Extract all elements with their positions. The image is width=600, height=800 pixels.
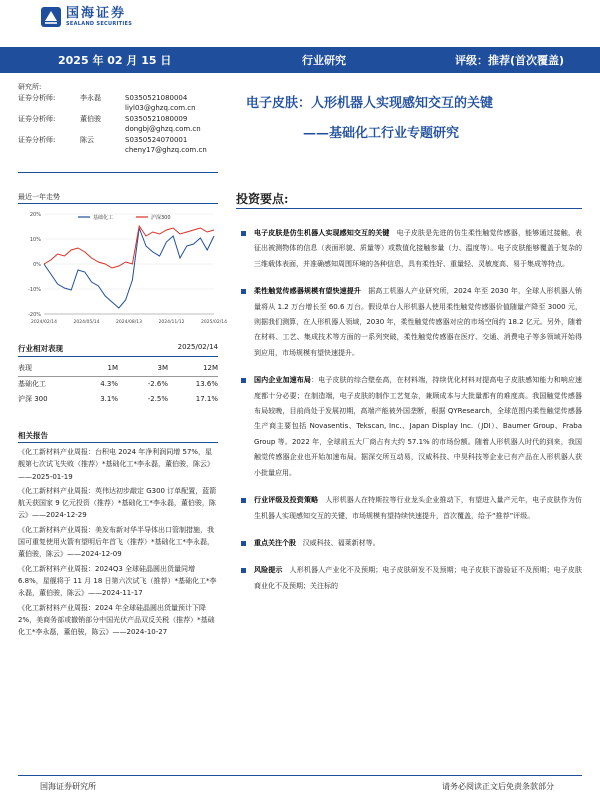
table-cell: 13.6% xyxy=(195,379,218,388)
table-header-cell: 表现 xyxy=(18,361,88,376)
x-tick-label: 2024/08/13 xyxy=(116,320,142,325)
performance-table xyxy=(18,361,218,406)
related-item[interactable]: 《化工新材料产业周报：美发布新对华半导体出口管制措施，我国可重复使用火箭有望明后年首飞（推荐）*基础化工*李永磊，董伯骏，陈云》——2024-12-09 xyxy=(18,525,214,559)
analyst-code: S0350521080009 xyxy=(125,114,188,123)
key-point xyxy=(236,493,582,524)
bullet-icon xyxy=(241,498,246,503)
y-tick-label: -10% xyxy=(28,287,41,293)
analyst-code: S0350524070001 xyxy=(125,135,188,144)
divider xyxy=(18,775,582,776)
key-points xyxy=(236,226,582,606)
table-header-cell: 12M xyxy=(168,361,218,376)
related-item[interactable]: 《化工新材料产业周报：台积电 2024 年净利润同增 57%，星舰第七次试飞失败（推荐）*基础化工*李永磊，董伯骏，陈云》——2025-01-19 xyxy=(18,448,214,481)
table-cell: 17.1% xyxy=(195,394,218,403)
table-cell: 沪深 300 xyxy=(18,394,48,403)
key-point-head: 行业评级及投资策略 xyxy=(254,496,319,505)
footer-right: 请务必阅读正文后免责条款部分 xyxy=(442,782,554,791)
trend-chart xyxy=(18,206,227,330)
analyst-name: 李永磊 xyxy=(80,93,101,102)
report-category: 行业研究 xyxy=(302,54,346,67)
report-rating: 评级：推荐(首次覆盖) xyxy=(455,54,565,67)
key-point-body: 电子皮肤是先进的仿生柔性触觉传感器，能够通过接触，表征出被测物体的信息（表面形貌、质量等）或数值化接触参量（力、温度等）。电子皮肤能够覆盖于复杂的三维载体表面，并准确感知周围环境的各种信息，具有柔性好、重量轻、灵敏度高、易于集成等特点。 xyxy=(254,229,583,268)
table-cell: -2.6% xyxy=(147,379,168,388)
analyst-name: 董伯骏 xyxy=(80,114,101,123)
related-list xyxy=(18,446,218,640)
key-point-body: 人形机器人在特斯拉等行业龙头企业推动下，有望进入量产元年，电子皮肤作为仿生机器人实现感知交互的关键，市场规模有望持续快速提升，首次覆盖，给予“推荐”评级。 xyxy=(254,496,583,520)
x-tick-label: 2024/05/14 xyxy=(73,320,100,325)
key-point-body: 据高工机器人产业研究所，2024 年至 2030 年，全球人形机器人销量将从 1.2 万台增长至 60.6 万台。假设单台人形机器人使用柔性触觉传感器价值随量产降至 3000 元，则据我们测算，在人形机器人领域，2030 年，柔性触觉传感器对应的市场空间约 18.2 亿元。另外，随着在材料、工艺、集成技术等方面的一系列突破，柔性触觉传感器在医疗、交通、消费电子等多领域开始得到应用，市场规模有望快速提升。 xyxy=(254,287,582,357)
key-point xyxy=(236,563,582,594)
company-logo xyxy=(40,6,132,28)
bullet-icon xyxy=(241,568,246,573)
y-tick-label: 0% xyxy=(33,262,41,268)
table-cell: 3.1% xyxy=(100,394,118,403)
analyst-block xyxy=(18,82,248,156)
legend-label: 基础化工 xyxy=(93,215,114,221)
bullet-icon xyxy=(241,289,246,294)
report-subtitle: ——基础化工行业专题研究 xyxy=(303,126,460,141)
series-line xyxy=(44,228,214,308)
legend-label: 沪深300 xyxy=(151,215,171,221)
key-point-head: 国内企业加速布局 xyxy=(254,376,312,385)
header-band xyxy=(0,47,600,73)
table-cell: 4.3% xyxy=(100,379,118,388)
related-title: 相关报告 xyxy=(18,431,48,440)
key-point-body: 汉威科技、福莱新材等。 xyxy=(302,538,380,547)
table-header-row xyxy=(18,361,218,376)
y-tick-label: 20% xyxy=(29,212,41,218)
analyst-name: 陈云 xyxy=(80,135,94,144)
x-tick-label: 2024/02/14 xyxy=(31,320,57,325)
report-date: 2025 年 02 月 15 日 xyxy=(58,54,172,67)
logo-icon xyxy=(40,6,62,28)
analyst-email[interactable]: liyl03@ghzq.com.cn xyxy=(125,104,196,112)
table-cell: 基础化工 xyxy=(18,379,46,388)
analyst-label: 证券分析师: xyxy=(18,93,56,102)
performance-header xyxy=(18,343,218,357)
key-point-head: 电子皮肤是仿生机器人实现感知交互的关键 xyxy=(254,229,390,237)
key-point-head: 风险提示 xyxy=(254,566,283,575)
key-points-title: 投资要点: xyxy=(236,192,289,206)
related-item[interactable]: 《化工新材料产业周报：英伟达初步敲定 G300 订单配置，蓝箭航天获国家 9 亿元投资（推荐）*基础化工*李永磊，董伯骏，陈云》——2024-12-29 xyxy=(18,486,217,520)
key-point-body: 人形机器人产业化不及预期；电子皮肤研发不及预期；电子皮肤下游验证不及预期；电子皮肤商业化不及预期；关注标的 xyxy=(254,566,583,590)
table-cell: -2.5% xyxy=(147,394,168,403)
bullet-icon xyxy=(241,378,246,383)
key-point xyxy=(236,284,582,361)
table-row xyxy=(18,391,218,406)
analyst-header: 研究所: xyxy=(18,83,42,91)
key-point-head: 柔性触觉传感器规模有望快速提升 xyxy=(254,287,362,296)
key-point-head: 重点关注个股 xyxy=(254,538,296,547)
logo-name-cn: 国海证券 xyxy=(66,5,127,21)
footer-left: 国海证券研究所 xyxy=(40,782,96,791)
table-row xyxy=(18,376,218,391)
key-point xyxy=(236,536,582,551)
report-title: 电子皮肤：人形机器人实现感知交互的关键 xyxy=(246,96,494,111)
analyst-label: 证券分析师: xyxy=(18,114,56,123)
divider xyxy=(18,442,218,443)
performance-title: 行业相对表现 xyxy=(18,344,63,353)
related-item[interactable]: 《化工新材料产业周报：2024Q3 全球硅晶圆出货量同增 6.8%，星舰将于 11 月 18 日第六次试飞（推荐）*基础化工*李永磊，董伯骏，陈云》——2024-11-17 xyxy=(18,564,217,598)
y-tick-label: -20% xyxy=(28,312,41,318)
key-point xyxy=(236,226,582,272)
series-line xyxy=(44,226,214,268)
table-header-cell: 1M xyxy=(88,361,118,376)
x-tick-label: 2024/11/12 xyxy=(158,320,185,325)
x-tick-label: 2025/02/14 xyxy=(201,320,227,325)
divider xyxy=(18,203,218,204)
performance-date: 2025/02/14 xyxy=(177,343,218,351)
key-point: 国内企业加速布局：电子皮肤的综合壁垒高，在材料端，持续优化材料对提高电子皮肤感知能力和响应速度都十分必要；在制造端，电子皮肤的制作工艺复杂，兼顾成本与大批量都有的难度高。我国触觉传感器布局较晚，目前尚处于发展初期，高端产能被外国垄断，根据 QYResearch，全球范围内柔性触觉传感器生产商主要包括 Novasentis、Tekscan, Inc.、Japan Display Inc.（JDI）、Baumer Group、Fraba Group 等。2022 年，全球前五大厂商占有大约 57.1% 的市场份额。随着人形机器人时代的到来，我国触觉传感器企业也开始加速布局。据深交所互动易，汉威科技、中昊科技等企业已有产品在人形机器人获小批量应用。 xyxy=(236,373,582,481)
divider xyxy=(236,208,582,209)
related-item[interactable]: 《化工新材料产业周报：2024 年全球硅晶圆出货量预计下降 2%，美商务部或撤销部分中国光伏产品双反关税（推荐）*基础化工*李永磊，董伯骏，陈云》——2024-10-27 xyxy=(18,603,215,637)
bullet-icon xyxy=(241,541,246,546)
logo-name-en: SEALAND SECURITIES xyxy=(66,20,133,27)
key-point-body: 电子皮肤的综合壁垒高，在材料端，持续优化材料对提高电子皮肤感知能力和响应速度都十分必要；在制造端，电子皮肤的制作工艺复杂，兼顾成本与大批量都有的难度高。我国触觉传感器布局较晚，目前尚处于发展初期，高端产能被外国垄断，根据 QYResearch，全球范围内柔性触觉传感器生产商主要包括 Novasentis、Tekscan, Inc.、Japan Display Inc.（JDI）、Baumer Group、Fraba Group 等。2022 年，全球前五大厂商占有大约 57.1% 的市场份额。随着人形机器人时代的到来，我国触觉传感器企业也开始加速布局。据深交所互动易，汉威科技、中昊科技等企业已有产品在人形机器人获小批量应用。 xyxy=(254,376,583,477)
chart-title: 最近一年走势 xyxy=(18,193,60,201)
table-header-cell: 3M xyxy=(118,361,168,376)
analyst-email[interactable]: cheny17@ghzq.com.cn xyxy=(125,146,207,154)
divider xyxy=(18,172,218,173)
analyst-label: 证券分析师: xyxy=(18,135,56,144)
y-tick-label: 10% xyxy=(29,237,41,243)
analyst-code: S0350521080004 xyxy=(125,93,188,102)
bullet-icon xyxy=(241,231,246,236)
analyst-email[interactable]: dongbj@ghzq.com.cn xyxy=(125,125,201,133)
